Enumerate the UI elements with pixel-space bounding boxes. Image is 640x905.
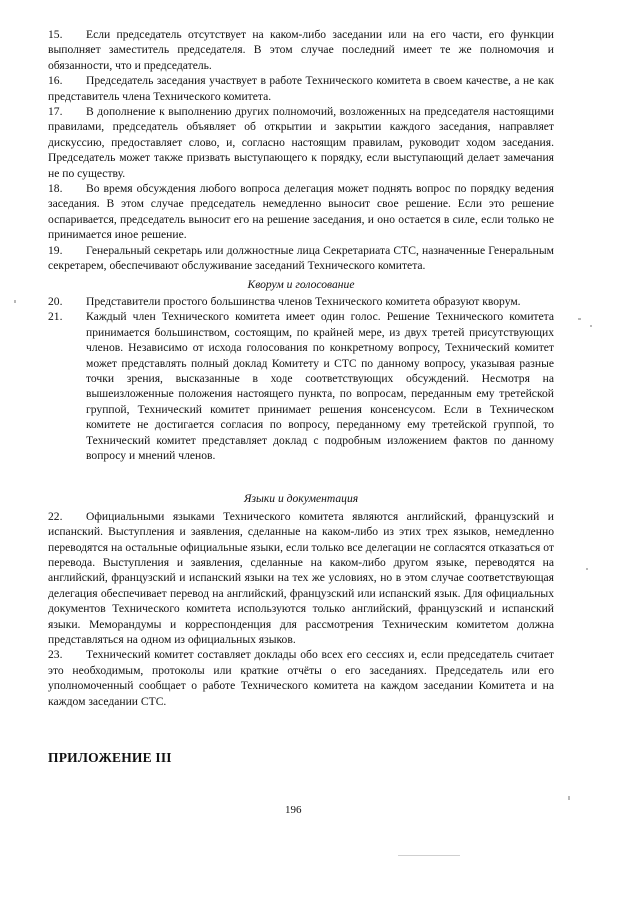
paragraph-20	[48, 294, 554, 309]
scan-speck	[398, 855, 460, 856]
scan-speck	[578, 318, 581, 320]
paragraph-text: Если председатель отсутствует на каком-либо заседании или на его части, его функции выполняет заместитель председателя. В этом случае последний имеет те же полномочия и обязанности, что и председатель.	[48, 28, 554, 72]
paragraph-text: В дополнение к выполнению других полномочий, возложенных на председателя настоящими правилами, председатель объявляет об открытии и закрытии каждого заседания, направляет дискуссию, предоставляет слово, и, согласно настоящим правилам, руководит ходом заседания. Председатель может также призвать выступающего к порядку, если выступающий делает замечания не по существу.	[48, 105, 554, 180]
page-number: 196	[285, 804, 302, 816]
paragraph-21	[48, 309, 554, 463]
paragraph-19	[48, 243, 554, 274]
section-heading-languages: Языки и документация	[243, 492, 359, 506]
appendix-heading: ПРИЛОЖЕНИЕ III	[48, 750, 172, 765]
scan-speck	[590, 325, 592, 327]
paragraph-number: 23.	[48, 648, 63, 662]
paragraph-18	[48, 181, 554, 243]
text-column	[48, 27, 554, 709]
scan-speck	[586, 568, 588, 570]
paragraph-number: 16.	[48, 74, 63, 88]
paragraph-text: Генеральный секретарь или должностные лица Секретариата СТС, назначенные Генеральным секретарем, обеспечивают обслуживание заседаний Технического комитета.	[48, 243, 554, 273]
paragraph-text: Технический комитет составляет доклады обо всех его сессиях и, если председатель считает это необходимым, протоколы или краткие отчёты о его заседаниях. Председатель или его уполномоченный сообщает о работе Технического комитета на каждом заседании Комитета и на каждом заседании СТС.	[48, 648, 554, 708]
paragraph-number: 21.	[48, 310, 63, 324]
paragraph-17	[48, 104, 554, 181]
paragraph-text: Официальными языками Технического комитета являются английский, французский и испанский. Выступления и заявления, сделанные на каком-либо из этих трех языков, немедленно переводятся на остальные официальные языки, если только все делегации не согласятся отказаться от перевода. Выступления и заявления, сделанные на каком-либо другом языке, переводятся на английский, французский и испанский языки на тех же условиях, но в этом случае соответствующая делегация обеспечивает перевод на английский, французский или испанский язык. Для официальных документов Технического комитета используются только английский, французский и испанский языки. Меморандумы и корреспонденция для рассмотрения Техническим комитетом должна представляться на одном из официальных языков.	[48, 509, 554, 647]
paragraph-number: 18.	[48, 182, 63, 196]
paragraph-number: 22.	[48, 509, 63, 523]
paragraph-text: Во время обсуждения любого вопроса делегация может поднять вопрос по порядку ведения заседания. В этом случае председатель немедленно выносит свое решение. Если это решение оспаривается, председатель выносит его на решение заседания, и оно остается в силе, если только не принимается иное решение.	[48, 182, 554, 242]
paragraph-number: 15.	[48, 28, 63, 41]
paragraph-22	[48, 509, 554, 648]
paragraph-number: 20.	[48, 294, 63, 308]
paragraph-text: Представители простого большинства членов Технического комитета образуют кворум.	[86, 294, 521, 308]
scan-speck	[14, 300, 16, 303]
section-heading-quorum: Кворум и голосование	[247, 277, 355, 291]
paragraph-number: 17.	[48, 105, 63, 119]
paragraph-text: Каждый член Технического комитета имеет один голос. Решение Технического комитета принимается большинством, состоящим, по крайней мере, из двух третей присутствующих членов. Независимо от исхода голосования по конкретному вопросу, Технический комитет может представлять полный доклад Комитету и СТС по данному вопросу, указывая разные точки зрения, высказанные в ходе соответствующих обсуждений. Несмотря на вышеизложенные положения настоящего пункта, по вопросам, переданным ему третейской группой, Технический комитет принимает решения консенсусом. Если в Техническом комитете не достигается согласия по вопросу, переданному ему третейской группой, то Технический комитет представляет доклад с подробным изложением фактов по данному вопросу и мнений членов.	[86, 310, 554, 462]
paragraph-number: 19.	[48, 243, 63, 257]
scan-speck	[568, 796, 570, 800]
paragraph-text: Председатель заседания участвует в работе Технического комитета в своем качестве, а не как представитель члена Технического комитета.	[48, 74, 554, 103]
paragraph-16	[48, 73, 554, 104]
paragraph-23	[48, 647, 554, 709]
paragraph-15	[48, 27, 554, 73]
